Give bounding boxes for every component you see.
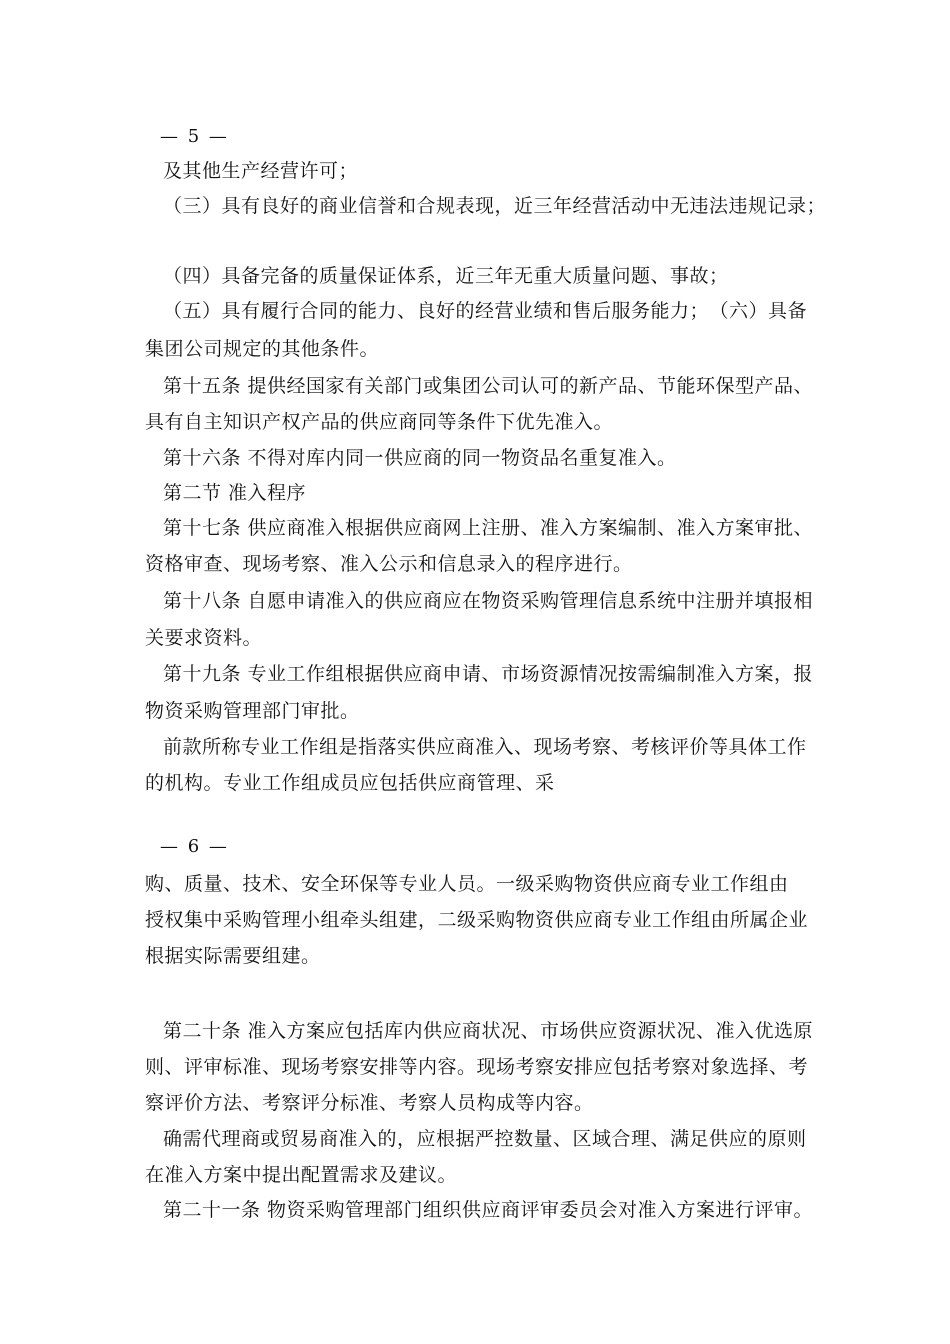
text-line: 集团公司规定的其他条件。 [145, 338, 380, 360]
text-line: 第十五条 提供经国家有关部门或集团公司认可的新产品、节能环保型产品、 [163, 375, 814, 397]
text-line: （四）具备完备的质量保证体系，近三年无重大质量问题、事故； [163, 265, 729, 287]
text-line: 资格审查、现场考察、准入公示和信息录入的程序进行。 [145, 553, 633, 575]
text-line: 的机构。专业工作组成员应包括供应商管理、采 [145, 772, 555, 794]
text-line: 第十七条 供应商准入根据供应商网上注册、准入方案编制、准入方案审批、 [163, 517, 814, 539]
text-line: 第十六条 不得对库内同一供应商的同一物资品名重复准入。 [163, 447, 677, 469]
page-number-5: — 5 — [160, 126, 229, 147]
text-line: 第十八条 自愿申请准入的供应商应在物资采购管理信息系统中注册并填报相 [163, 590, 814, 612]
text-line: 察评价方法、考察评分标准、考察人员构成等内容。 [145, 1092, 594, 1114]
text-line: 在准入方案中提出配置需求及建议。 [145, 1164, 458, 1186]
text-line: 则、评审标准、现场考察安排等内容。现场考察安排应包括考察对象选择、考 [145, 1056, 809, 1078]
text-line: 具有自主知识产权产品的供应商同等条件下优先准入。 [145, 411, 614, 433]
section-heading: 第二节 准入程序 [163, 482, 307, 504]
text-line: 前款所称专业工作组是指落实供应商准入、现场考察、考核评价等具体工作 [163, 736, 807, 758]
page-number-6: — 6 — [160, 836, 229, 857]
text-line: （三）具有良好的商业信誉和合规表现，近三年经营活动中无违法违规记录； [163, 195, 827, 217]
text-line: 关要求资料。 [145, 627, 263, 649]
text-line: 及其他生产经营许可； [163, 160, 359, 182]
text-line: 确需代理商或贸易商准入的，应根据严控数量、区域合理、满足供应的原则 [163, 1128, 807, 1150]
text-line: （五）具有履行合同的能力、良好的经营业绩和售后服务能力； （六）具备 [163, 300, 808, 322]
text-line: 第二十一条 物资采购管理部门组织供应商评审委员会对准入方案进行评审。 [163, 1199, 814, 1221]
text-line: 根据实际需要组建。 [145, 945, 321, 967]
text-line: 第十九条 专业工作组根据供应商申请、市场资源情况按需编制准入方案，报 [163, 663, 814, 685]
text-line: 授权集中采购管理小组牵头组建，二级采购物资供应商专业工作组由所属企业 [145, 909, 809, 931]
text-line: 第二十条 准入方案应包括库内供应商状况、市场供应资源状况、准入优选原 [163, 1020, 814, 1042]
text-line: 购、质量、技术、安全环保等专业人员。一级采购物资供应商专业工作组由 [145, 873, 789, 895]
text-line: 物资采购管理部门审批。 [145, 700, 360, 722]
